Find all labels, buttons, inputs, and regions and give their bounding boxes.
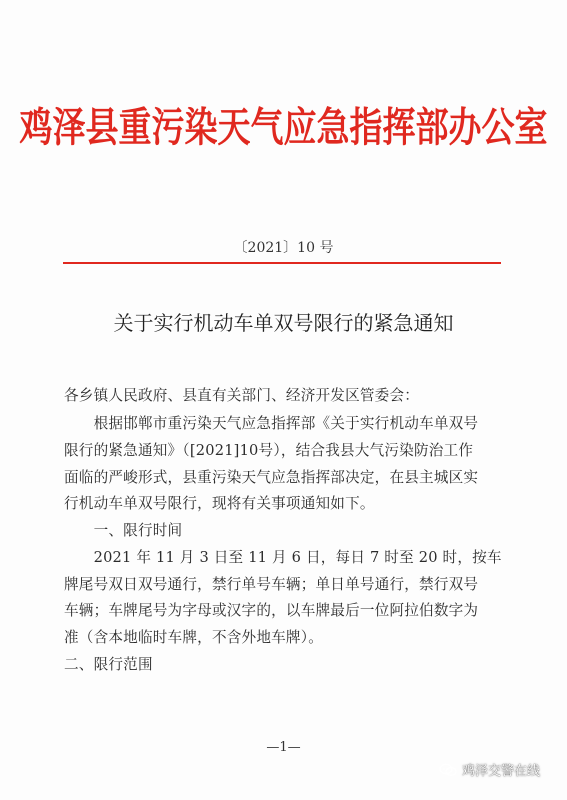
body-line: 2021 年 11 月 3 日至 11 月 6 日，每日 7 时至 20 时，按车 [64,549,502,566]
section-heading-range: 二、限行范围 [64,656,153,673]
chat-bubble-icon [439,763,457,777]
body-line: 准（含本地临时车牌，不含外地车牌）。 [64,629,323,646]
source-watermark [439,760,540,779]
body-line: 面临的严峻形式，县重污染天气应急指挥部决定，在县主城区实 [64,469,479,486]
body-line: 车辆；车牌尾号为字母或汉字的，以车牌最后一位阿拉伯数字为 [64,602,479,619]
page-number: —1— [266,740,301,755]
body-line: 限行的紧急通知》（[2021]10号），结合我县大气污染防治工作 [64,442,474,459]
body-line: 根据邯郸市重污染天气应急指挥部《关于实行机动车单双号 [64,415,479,432]
red-divider-line [63,262,501,264]
body-line: 牌尾号双日双号通行，禁行单号车辆；单日单号通行，禁行双号 [64,576,479,593]
body-line-recipients: 各乡镇人民政府、县直有关部门、经济开发区管委会： [64,387,420,404]
body-line: 行机动车单双号限行，现将有关事项通知如下。 [64,495,375,512]
watermark-text: 鸡泽交警在线 [462,764,541,779]
section-heading-time: 一、限行时间 [64,522,183,539]
document-number: 〔2021〕10 号 [233,240,334,256]
issuing-office-title: 鸡泽县重污染天气应急指挥部办公室 [19,103,548,151]
notice-title: 关于实行机动车单双号限行的紧急通知 [113,311,454,335]
